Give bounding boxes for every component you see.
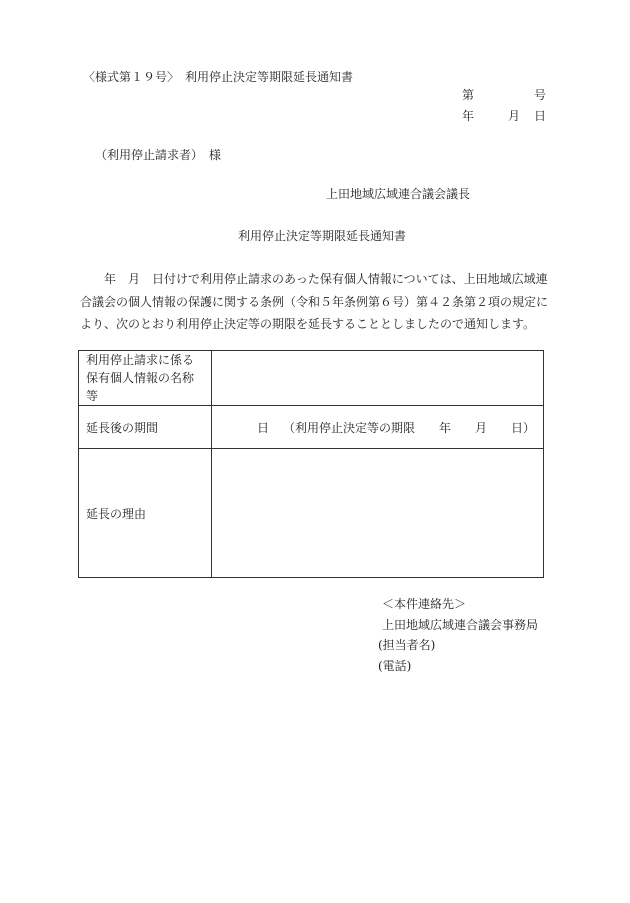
date-year: 年 bbox=[462, 109, 475, 123]
body-text: 年 月 日付けで利用停止請求のあった保有個人情報については、上田地域広域連合議会の個人情報の保護に関する条例（令和５年条例第６号）第４２条第２項の規定により、次のとおり利用停止決定等の期限を延長することとしましたので通知します。 bbox=[80, 272, 549, 331]
contact-block bbox=[378, 594, 538, 676]
extended-period-value bbox=[212, 406, 544, 449]
date-month: 月 bbox=[508, 109, 521, 123]
period-deadline: （利用停止決定等の期限 年 月 日） bbox=[283, 420, 536, 435]
notice-table bbox=[78, 350, 544, 578]
row-label-info-name: 利用停止請求に係る保有個人情報の名称等 bbox=[79, 351, 212, 406]
addressee: （利用停止請求者） 様 bbox=[95, 148, 222, 162]
contact-office: 上田地域広域連合議会事務局 bbox=[382, 617, 539, 632]
table-row bbox=[79, 406, 544, 449]
date-day: 日 bbox=[533, 109, 546, 123]
reason-value bbox=[212, 449, 544, 578]
row-label-extended-period: 延長後の期間 bbox=[79, 406, 212, 449]
form-label: 〈様式第１９号〉 利用停止決定等期限延長通知書 bbox=[83, 70, 354, 84]
doc-number-prefix: 第 bbox=[462, 88, 475, 102]
contact-heading: ＜本件連絡先＞ bbox=[382, 597, 467, 611]
info-name-value bbox=[212, 351, 544, 406]
table-row bbox=[79, 449, 544, 578]
document-title: 利用停止決定等期限延長通知書 bbox=[238, 229, 407, 243]
row-label-reason: 延長の理由 bbox=[79, 449, 212, 578]
table-row bbox=[79, 351, 544, 406]
sender: 上田地域広域連合議会議長 bbox=[326, 187, 471, 201]
doc-number-suffix: 号 bbox=[533, 88, 546, 102]
contact-person: (担当者名) bbox=[378, 638, 436, 652]
contact-phone: (電話) bbox=[378, 658, 412, 673]
period-day: 日 bbox=[257, 420, 270, 435]
